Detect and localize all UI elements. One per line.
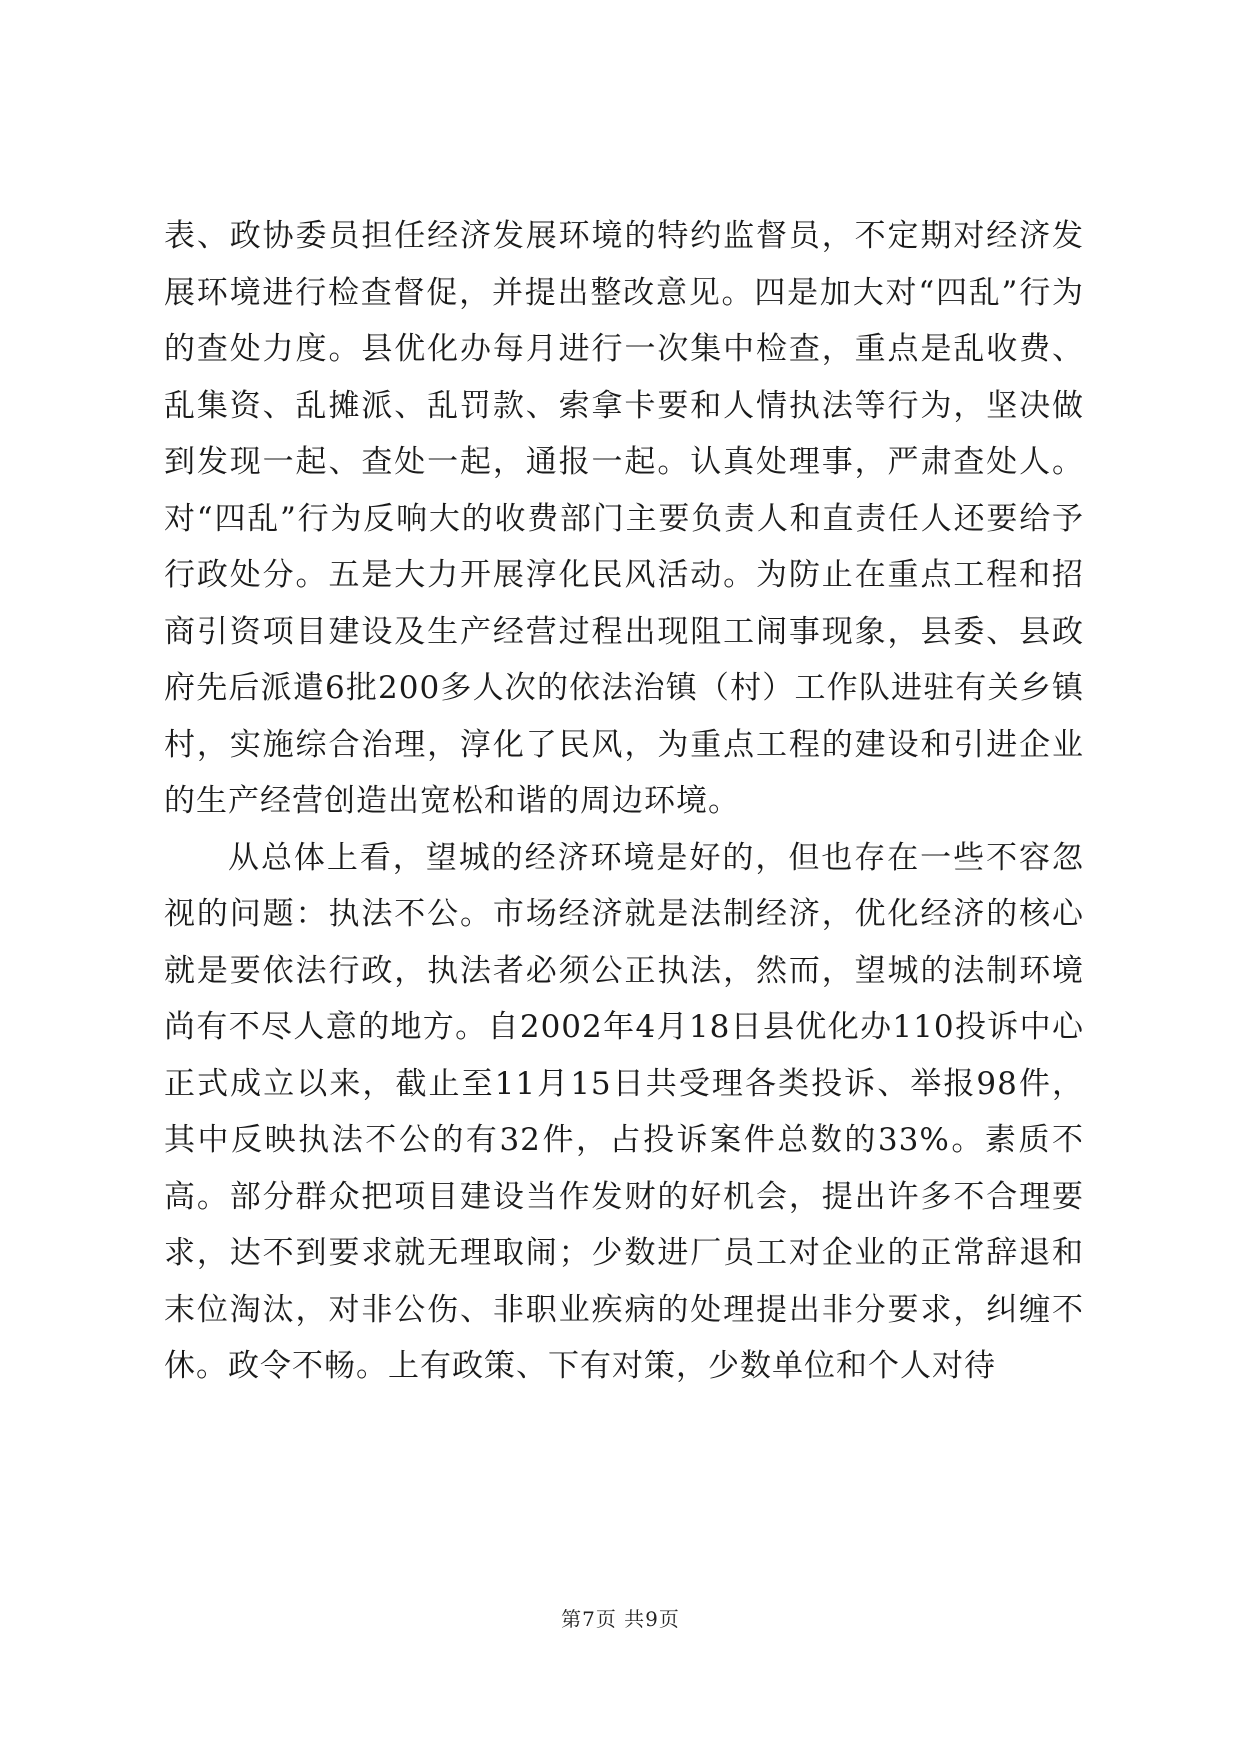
paragraph-overall-assessment: 从总体上看，望城的经济环境是好的，但也存在一些不容忽视的问题：执法不公。市场经济就是法制经济，优化经济的核心就是要依法行政，执法者必须公正执法，然而，望城的法制环境尚有不尽人意的地方。自2002年4月18日县优化办110投诉中心正式成立以来，截止至11月15日共受理各类投诉、举报98件，其中反映执法不公的有32件，占投诉案件总数的33%。素质不高。部分群众把项目建设当作发财的好机会，提出许多不合理要求，达不到要求就无理取闹；少数进厂员工对企业的正常辞退和末位淘汰，对非公伤、非职业疾病的处理提出非分要求，纠缠不休。政令不畅。上有政策、下有对策，少数单位和个人对待 [164, 839, 1084, 1384]
paragraph-continued: 表、政协委员担任经济发展环境的特约监督员，不定期对经济发展环境进行检查督促，并提出整改意见。四是加大对“四乱”行为的查处力度。县优化办每月进行一次集中检查，重点是乱收费、乱集资、乱摊派、乱罚款、索拿卡要和人情执法等行为，坚决做到发现一起、查处一起，通报一起。认真处理事，严肃查处人。对“四乱”行为反响大的收费部门主要负责人和直责任人还要给予行政处分。五是大力开展淳化民风活动。为防止在重点工程和招商引资项目建设及生产经营过程出现阻工闹事现象，县委、县政府先后派遣6批200多人次的依法治镇（村）工作队进驻有关乡镇村，实施综合治理，淳化了民风，为重点工程的建设和引进企业的生产经营创造出宽松和谐的周边环境。 [164, 218, 1084, 819]
page-number-footer: 第7页 共9页 [561, 1607, 680, 1631]
document-body [164, 208, 1084, 1395]
